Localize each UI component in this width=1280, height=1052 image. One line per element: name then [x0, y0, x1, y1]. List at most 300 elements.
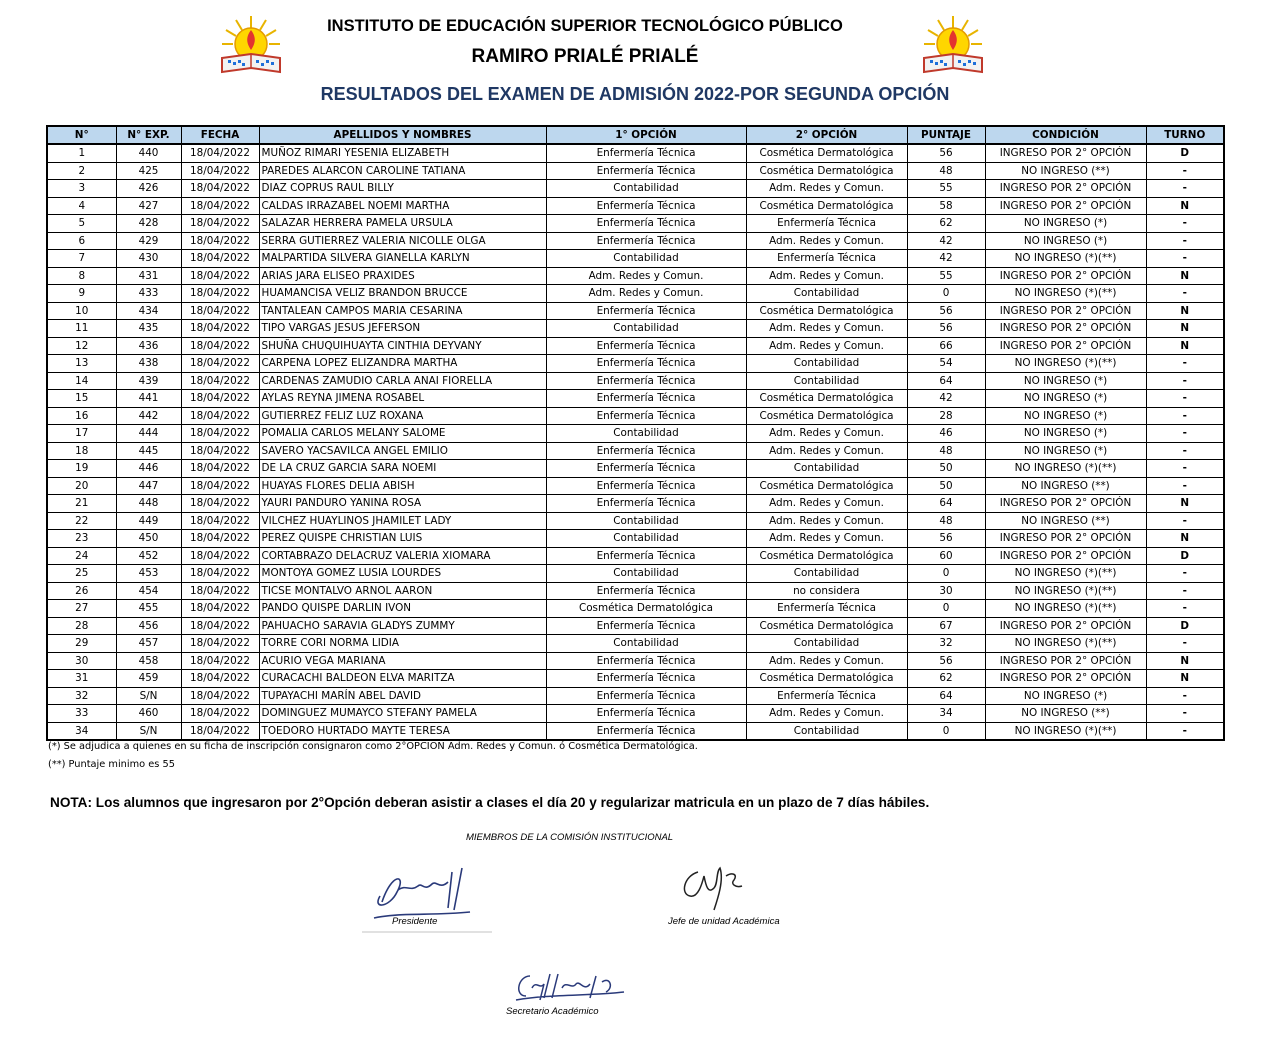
first-option-cell: Enfermería Técnica [546, 495, 746, 513]
date-cell: 18/04/2022 [181, 547, 259, 565]
first-option-cell: Contabilidad [546, 180, 746, 198]
table-row [47, 162, 1224, 180]
table-row [47, 652, 1224, 670]
condition-cell: NO INGRESO (*)(**) [985, 635, 1146, 653]
score-cell: 64 [907, 372, 985, 390]
table-row [47, 355, 1224, 373]
shift-cell: - [1146, 372, 1224, 390]
condition-cell: NO INGRESO (*) [985, 390, 1146, 408]
score-cell: 48 [907, 442, 985, 460]
score-cell: 42 [907, 250, 985, 268]
full-name-cell: CARDENAS ZAMUDIO CARLA ANAI FIORELLA [259, 372, 546, 390]
full-name-cell: HUAYAS FLORES DELIA ABISH [259, 477, 546, 495]
exp-number-cell: 429 [116, 232, 181, 250]
second-option-cell: Adm. Redes y Comun. [746, 180, 907, 198]
shift-cell: - [1146, 162, 1224, 180]
second-option-cell: Cosmética Dermatológica [746, 302, 907, 320]
score-cell: 46 [907, 425, 985, 443]
full-name-cell: GUTIERREZ FELIZ LUZ ROXANA [259, 407, 546, 425]
exp-number-cell: 460 [116, 705, 181, 723]
table-row [47, 582, 1224, 600]
date-cell: 18/04/2022 [181, 477, 259, 495]
full-name-cell: SERRA GUTIERREZ VALERIA NICOLLE OLGA [259, 232, 546, 250]
table-row [47, 390, 1224, 408]
second-option-cell: Adm. Redes y Comun. [746, 512, 907, 530]
second-option-cell: Cosmética Dermatológica [746, 547, 907, 565]
shift-cell: N [1146, 267, 1224, 285]
date-cell: 18/04/2022 [181, 565, 259, 583]
shift-cell: D [1146, 144, 1224, 162]
table-row [47, 250, 1224, 268]
first-option-cell: Enfermería Técnica [546, 617, 746, 635]
full-name-cell: PAREDES ALARCON CAROLINE TATIANA [259, 162, 546, 180]
col-condition-header: CONDICIÓN [985, 126, 1146, 144]
col-first-option-header: 1° OPCIÓN [546, 126, 746, 144]
condition-cell: NO INGRESO (*)(**) [985, 565, 1146, 583]
date-cell: 18/04/2022 [181, 407, 259, 425]
table-row [47, 530, 1224, 548]
first-option-cell: Enfermería Técnica [546, 652, 746, 670]
exp-number-cell: 430 [116, 250, 181, 268]
exp-number-cell: 458 [116, 652, 181, 670]
table-row [47, 407, 1224, 425]
condition-cell: INGRESO POR 2° OPCIÓN [985, 180, 1146, 198]
score-cell: 67 [907, 617, 985, 635]
document-title: RESULTADOS DEL EXAMEN DE ADMISIÓN 2022-POR SEGUNDA OPCIÓN [320, 84, 950, 104]
table-row [47, 425, 1224, 443]
table-row [47, 215, 1224, 233]
date-cell: 18/04/2022 [181, 355, 259, 373]
score-cell: 62 [907, 670, 985, 688]
table-row [47, 302, 1224, 320]
row-number-cell: 10 [47, 302, 116, 320]
exp-number-cell: 439 [116, 372, 181, 390]
table-row [47, 617, 1224, 635]
date-cell: 18/04/2022 [181, 215, 259, 233]
table-row [47, 442, 1224, 460]
shift-cell: - [1146, 477, 1224, 495]
date-cell: 18/04/2022 [181, 372, 259, 390]
shift-cell: - [1146, 582, 1224, 600]
full-name-cell: DOMINGUEZ MUMAYCO STEFANY PAMELA [259, 705, 546, 723]
full-name-cell: YAURI PANDURO YANINA ROSA [259, 495, 546, 513]
exp-number-cell: 436 [116, 337, 181, 355]
table-row [47, 635, 1224, 653]
full-name-cell: DE LA CRUZ GARCIA SARA NOEMI [259, 460, 546, 478]
condition-cell: NO INGRESO (**) [985, 162, 1146, 180]
commission-title: MIEMBROS DE LA COMISIÓN INSTITUCIONAL [466, 832, 674, 843]
date-cell: 18/04/2022 [181, 635, 259, 653]
exp-number-cell: 459 [116, 670, 181, 688]
second-option-cell: Cosmética Dermatológica [746, 407, 907, 425]
first-option-cell: Enfermería Técnica [546, 722, 746, 740]
second-option-cell: Contabilidad [746, 285, 907, 303]
second-option-cell: Enfermería Técnica [746, 250, 907, 268]
row-number-cell: 19 [47, 460, 116, 478]
row-number-cell: 18 [47, 442, 116, 460]
score-cell: 64 [907, 495, 985, 513]
table-row [47, 144, 1224, 162]
first-option-cell: Contabilidad [546, 530, 746, 548]
date-cell: 18/04/2022 [181, 687, 259, 705]
exp-number-cell: 449 [116, 512, 181, 530]
condition-cell: INGRESO POR 2° OPCIÓN [985, 495, 1146, 513]
row-number-cell: 13 [47, 355, 116, 373]
shift-cell: - [1146, 425, 1224, 443]
exp-number-cell: 434 [116, 302, 181, 320]
full-name-cell: TANTALEAN CAMPOS MARIA CESARINA [259, 302, 546, 320]
full-name-cell: CARPENA LOPEZ ELIZANDRA MARTHA [259, 355, 546, 373]
second-option-cell: Adm. Redes y Comun. [746, 320, 907, 338]
exp-number-cell: 428 [116, 215, 181, 233]
row-number-cell: 26 [47, 582, 116, 600]
score-cell: 0 [907, 565, 985, 583]
date-cell: 18/04/2022 [181, 180, 259, 198]
first-option-cell: Enfermería Técnica [546, 442, 746, 460]
footnote-single-asterisk: (*) Se adjudica a quienes en su ficha de inscripción consignaron como 2°OPCIÓN Adm. Redes y Comun. ó Cosmética Dermatológica. [48, 741, 698, 752]
condition-cell: INGRESO POR 2° OPCIÓN [985, 320, 1146, 338]
date-cell: 18/04/2022 [181, 144, 259, 162]
full-name-cell: MUÑOZ RIMARI YESENIA ELIZABETH [259, 144, 546, 162]
score-cell: 28 [907, 407, 985, 425]
score-cell: 56 [907, 320, 985, 338]
score-cell: 62 [907, 215, 985, 233]
condition-cell: INGRESO POR 2° OPCIÓN [985, 267, 1146, 285]
second-option-cell: Contabilidad [746, 565, 907, 583]
condition-cell: INGRESO POR 2° OPCIÓN [985, 302, 1146, 320]
date-cell: 18/04/2022 [181, 705, 259, 723]
second-option-cell: Adm. Redes y Comun. [746, 652, 907, 670]
col-full-name-header: APELLIDOS Y NOMBRES [259, 126, 546, 144]
shift-cell: - [1146, 180, 1224, 198]
second-option-cell: Enfermería Técnica [746, 215, 907, 233]
first-option-cell: Enfermería Técnica [546, 162, 746, 180]
table-row [47, 722, 1224, 740]
condition-cell: INGRESO POR 2° OPCIÓN [985, 530, 1146, 548]
exp-number-cell: 452 [116, 547, 181, 565]
second-option-cell: Adm. Redes y Comun. [746, 267, 907, 285]
first-option-cell: Enfermería Técnica [546, 144, 746, 162]
full-name-cell: MONTOYA GOMEZ LUSIA LOURDES [259, 565, 546, 583]
first-option-cell: Contabilidad [546, 635, 746, 653]
date-cell: 18/04/2022 [181, 582, 259, 600]
table-row [47, 670, 1224, 688]
exp-number-cell: 448 [116, 495, 181, 513]
exp-number-cell: 456 [116, 617, 181, 635]
first-option-cell: Enfermería Técnica [546, 197, 746, 215]
exp-number-cell: 457 [116, 635, 181, 653]
shift-cell: - [1146, 565, 1224, 583]
row-number-cell: 34 [47, 722, 116, 740]
score-cell: 42 [907, 390, 985, 408]
second-option-cell: Contabilidad [746, 372, 907, 390]
head-signature [668, 858, 758, 914]
table-row [47, 547, 1224, 565]
shift-cell: D [1146, 547, 1224, 565]
date-cell: 18/04/2022 [181, 320, 259, 338]
row-number-cell: 32 [47, 687, 116, 705]
date-cell: 18/04/2022 [181, 425, 259, 443]
second-option-cell: Cosmética Dermatológica [746, 197, 907, 215]
date-cell: 18/04/2022 [181, 670, 259, 688]
exp-number-cell: 442 [116, 407, 181, 425]
row-number-cell: 5 [47, 215, 116, 233]
second-option-cell: Contabilidad [746, 460, 907, 478]
condition-cell: INGRESO POR 2° OPCIÓN [985, 144, 1146, 162]
condition-cell: NO INGRESO (*)(**) [985, 600, 1146, 618]
table-row [47, 267, 1224, 285]
full-name-cell: SHUÑA CHUQUIHUAYTA CINTHIA DEYVANY [259, 337, 546, 355]
first-option-cell: Enfermería Técnica [546, 215, 746, 233]
full-name-cell: SALAZAR HERRERA PAMELA URSULA [259, 215, 546, 233]
condition-cell: NO INGRESO (*)(**) [985, 285, 1146, 303]
shift-cell: N [1146, 320, 1224, 338]
second-option-cell: Contabilidad [746, 722, 907, 740]
first-option-cell: Enfermería Técnica [546, 705, 746, 723]
exp-number-cell: 426 [116, 180, 181, 198]
shift-cell: - [1146, 600, 1224, 618]
nota-text: NOTA: Los alumnos que ingresaron por 2°Opción deberan asistir a clases el día 20 y regularizar matricula en un plazo de 7 días hábiles. [50, 795, 930, 810]
score-cell: 0 [907, 600, 985, 618]
first-option-cell: Enfermería Técnica [546, 407, 746, 425]
score-cell: 60 [907, 547, 985, 565]
date-cell: 18/04/2022 [181, 512, 259, 530]
first-option-cell: Contabilidad [546, 250, 746, 268]
table-row [47, 460, 1224, 478]
institute-name: INSTITUTO DE EDUCACIÓN SUPERIOR TECNOLÓGICO PÚBLICO [327, 17, 843, 35]
secretary-signature [510, 966, 630, 1006]
first-option-cell: Enfermería Técnica [546, 670, 746, 688]
row-number-cell: 3 [47, 180, 116, 198]
col-number-header: N° [47, 126, 116, 144]
table-row [47, 512, 1224, 530]
condition-cell: NO INGRESO (*) [985, 407, 1146, 425]
score-cell: 50 [907, 477, 985, 495]
table-row [47, 372, 1224, 390]
date-cell: 18/04/2022 [181, 250, 259, 268]
table-row [47, 232, 1224, 250]
shift-cell: - [1146, 215, 1224, 233]
condition-cell: NO INGRESO (*) [985, 372, 1146, 390]
second-option-cell: Adm. Redes y Comun. [746, 495, 907, 513]
row-number-cell: 31 [47, 670, 116, 688]
row-number-cell: 1 [47, 144, 116, 162]
second-option-cell: Adm. Redes y Comun. [746, 442, 907, 460]
score-cell: 50 [907, 460, 985, 478]
table-row [47, 197, 1224, 215]
exp-number-cell: 455 [116, 600, 181, 618]
row-number-cell: 16 [47, 407, 116, 425]
full-name-cell: PANDO QUISPE DARLIN IVON [259, 600, 546, 618]
date-cell: 18/04/2022 [181, 162, 259, 180]
row-number-cell: 33 [47, 705, 116, 723]
shift-cell: N [1146, 337, 1224, 355]
full-name-cell: ACURIO VEGA MARIANA [259, 652, 546, 670]
exp-number-cell: S/N [116, 722, 181, 740]
second-option-cell: no considera [746, 582, 907, 600]
full-name-cell: CALDAS IRRAZABEL NOEMI MARTHA [259, 197, 546, 215]
table-row [47, 477, 1224, 495]
second-option-cell: Adm. Redes y Comun. [746, 337, 907, 355]
condition-cell: INGRESO POR 2° OPCIÓN [985, 652, 1146, 670]
score-cell: 56 [907, 652, 985, 670]
full-name-cell: TICSE MONTALVO ARNOL AARON [259, 582, 546, 600]
date-cell: 18/04/2022 [181, 232, 259, 250]
date-cell: 18/04/2022 [181, 617, 259, 635]
exp-number-cell: S/N [116, 687, 181, 705]
row-number-cell: 29 [47, 635, 116, 653]
second-option-cell: Adm. Redes y Comun. [746, 232, 907, 250]
exp-number-cell: 450 [116, 530, 181, 548]
score-cell: 58 [907, 197, 985, 215]
second-option-cell: Cosmética Dermatológica [746, 162, 907, 180]
shift-cell: - [1146, 635, 1224, 653]
date-cell: 18/04/2022 [181, 652, 259, 670]
first-option-cell: Adm. Redes y Comun. [546, 267, 746, 285]
full-name-cell: ARIAS JARA ELISEO PRAXIDES [259, 267, 546, 285]
col-date-header: FECHA [181, 126, 259, 144]
date-cell: 18/04/2022 [181, 442, 259, 460]
score-cell: 48 [907, 512, 985, 530]
shift-cell: - [1146, 460, 1224, 478]
table-row [47, 320, 1224, 338]
table-row [47, 600, 1224, 618]
exp-number-cell: 445 [116, 442, 181, 460]
full-name-cell: VILCHEZ HUAYLINOS JHAMILET LADY [259, 512, 546, 530]
condition-cell: NO INGRESO (*)(**) [985, 355, 1146, 373]
condition-cell: NO INGRESO (*) [985, 215, 1146, 233]
first-option-cell: Enfermería Técnica [546, 460, 746, 478]
second-option-cell: Adm. Redes y Comun. [746, 705, 907, 723]
first-option-cell: Enfermería Técnica [546, 477, 746, 495]
shift-cell: - [1146, 407, 1224, 425]
score-cell: 56 [907, 144, 985, 162]
score-cell: 34 [907, 705, 985, 723]
full-name-cell: PAHUACHO SARAVIA GLADYS ZUMMY [259, 617, 546, 635]
row-number-cell: 14 [47, 372, 116, 390]
col-exp-number-header: N° EXP. [116, 126, 181, 144]
table-row [47, 285, 1224, 303]
exp-number-cell: 440 [116, 144, 181, 162]
score-cell: 66 [907, 337, 985, 355]
full-name-cell: TUPAYACHI MARÍN ABEL DAVID [259, 687, 546, 705]
score-cell: 64 [907, 687, 985, 705]
second-option-cell: Contabilidad [746, 355, 907, 373]
first-option-cell: Adm. Redes y Comun. [546, 285, 746, 303]
shift-cell: - [1146, 705, 1224, 723]
shift-cell: - [1146, 250, 1224, 268]
score-cell: 55 [907, 267, 985, 285]
condition-cell: INGRESO POR 2° OPCIÓN [985, 670, 1146, 688]
condition-cell: NO INGRESO (**) [985, 705, 1146, 723]
shift-cell: D [1146, 617, 1224, 635]
date-cell: 18/04/2022 [181, 337, 259, 355]
date-cell: 18/04/2022 [181, 197, 259, 215]
second-option-cell: Enfermería Técnica [746, 687, 907, 705]
shift-cell: - [1146, 355, 1224, 373]
table-body [47, 144, 1224, 740]
condition-cell: NO INGRESO (*)(**) [985, 250, 1146, 268]
condition-cell: INGRESO POR 2° OPCIÓN [985, 197, 1146, 215]
exp-number-cell: 425 [116, 162, 181, 180]
first-option-cell: Contabilidad [546, 565, 746, 583]
row-number-cell: 25 [47, 565, 116, 583]
first-option-cell: Enfermería Técnica [546, 337, 746, 355]
date-cell: 18/04/2022 [181, 530, 259, 548]
exp-number-cell: 453 [116, 565, 181, 583]
row-number-cell: 24 [47, 547, 116, 565]
shift-cell: - [1146, 687, 1224, 705]
condition-cell: NO INGRESO (*)(**) [985, 460, 1146, 478]
first-option-cell: Contabilidad [546, 425, 746, 443]
full-name-cell: POMALIA CARLOS MELANY SALOME [259, 425, 546, 443]
full-name-cell: PEREZ QUISPE CHRISTIAN LUIS [259, 530, 546, 548]
row-number-cell: 30 [47, 652, 116, 670]
condition-cell: NO INGRESO (*) [985, 442, 1146, 460]
condition-cell: INGRESO POR 2° OPCIÓN [985, 617, 1146, 635]
shift-cell: - [1146, 285, 1224, 303]
second-option-cell: Cosmética Dermatológica [746, 670, 907, 688]
score-cell: 48 [907, 162, 985, 180]
first-option-cell: Enfermería Técnica [546, 687, 746, 705]
row-number-cell: 9 [47, 285, 116, 303]
shift-cell: - [1146, 232, 1224, 250]
row-number-cell: 27 [47, 600, 116, 618]
condition-cell: NO INGRESO (**) [985, 512, 1146, 530]
condition-cell: NO INGRESO (*) [985, 425, 1146, 443]
row-number-cell: 28 [47, 617, 116, 635]
second-option-cell: Cosmética Dermatológica [746, 144, 907, 162]
date-cell: 18/04/2022 [181, 390, 259, 408]
first-option-cell: Cosmética Dermatológica [546, 600, 746, 618]
condition-cell: NO INGRESO (*) [985, 232, 1146, 250]
footnote-double-asterisk: (**) Puntaje minimo es 55 [48, 759, 175, 770]
exp-number-cell: 438 [116, 355, 181, 373]
shift-cell: N [1146, 530, 1224, 548]
second-option-cell: Cosmética Dermatológica [746, 477, 907, 495]
full-name-cell: TOEDORO HURTADO MAYTE TERESA [259, 722, 546, 740]
row-number-cell: 17 [47, 425, 116, 443]
date-cell: 18/04/2022 [181, 495, 259, 513]
col-shift-header: TURNO [1146, 126, 1224, 144]
first-option-cell: Contabilidad [546, 512, 746, 530]
exp-number-cell: 435 [116, 320, 181, 338]
second-option-cell: Cosmética Dermatológica [746, 390, 907, 408]
shift-cell: - [1146, 722, 1224, 740]
second-option-cell: Adm. Redes y Comun. [746, 530, 907, 548]
row-number-cell: 15 [47, 390, 116, 408]
row-number-cell: 7 [47, 250, 116, 268]
date-cell: 18/04/2022 [181, 722, 259, 740]
results-table [46, 125, 1225, 741]
first-option-cell: Contabilidad [546, 320, 746, 338]
row-number-cell: 2 [47, 162, 116, 180]
first-option-cell: Enfermería Técnica [546, 232, 746, 250]
shift-cell: N [1146, 652, 1224, 670]
shift-cell: N [1146, 670, 1224, 688]
first-option-cell: Enfermería Técnica [546, 582, 746, 600]
exp-number-cell: 433 [116, 285, 181, 303]
institute-subname: RAMIRO PRIALÉ PRIALÉ [471, 46, 699, 67]
condition-cell: NO INGRESO (**) [985, 477, 1146, 495]
row-number-cell: 4 [47, 197, 116, 215]
condition-cell: INGRESO POR 2° OPCIÓN [985, 547, 1146, 565]
shift-cell: N [1146, 302, 1224, 320]
date-cell: 18/04/2022 [181, 600, 259, 618]
shift-cell: - [1146, 512, 1224, 530]
score-cell: 55 [907, 180, 985, 198]
first-option-cell: Enfermería Técnica [546, 547, 746, 565]
